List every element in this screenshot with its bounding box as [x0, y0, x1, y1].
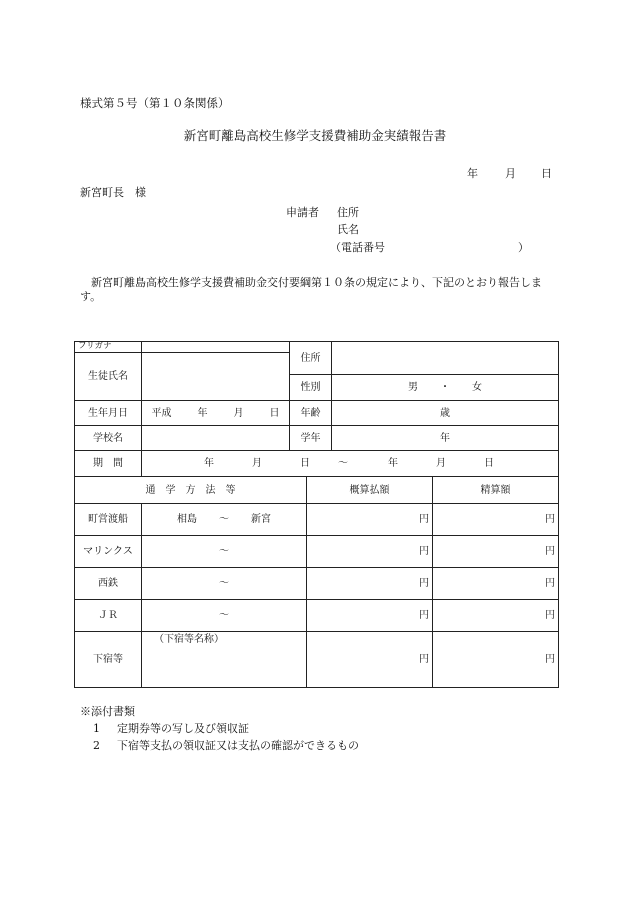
jr-tilde: ～	[219, 610, 229, 621]
row-label-nishitetsu: 西鉄	[75, 568, 142, 600]
ferry-from: 相島	[177, 514, 197, 525]
lodging-name-label: （下宿等名称）	[154, 634, 224, 645]
addressee: 新宮町長 様	[80, 186, 146, 199]
furigana-label: フリガナ	[75, 342, 142, 353]
period-end-day: 日	[484, 458, 494, 469]
estimate-field-marinx[interactable]	[307, 536, 433, 568]
lodging-name-field[interactable]	[142, 632, 307, 688]
birthdate-month: 月	[233, 407, 244, 419]
settle-field-ferry[interactable]	[433, 504, 559, 536]
student-name-field[interactable]	[142, 353, 290, 401]
student-name-label: 生徒氏名	[75, 353, 142, 401]
nishitetsu-tilde: ～	[219, 578, 229, 589]
yen-unit: 円	[419, 546, 429, 557]
address-label: 住所	[290, 342, 332, 375]
period-label: 期 間	[75, 451, 142, 477]
estimate-field-lodging[interactable]	[307, 632, 433, 688]
age-unit: 歳	[440, 407, 450, 419]
yen-unit: 円	[545, 546, 555, 557]
row-label-ferry: 町営渡船	[75, 504, 142, 536]
yen-unit: 円	[419, 654, 429, 665]
yen-unit: 円	[419, 610, 429, 621]
estimate-header: 概算払額	[307, 477, 433, 504]
settle-field-lodging[interactable]	[433, 632, 559, 688]
settle-header: 精算額	[433, 477, 559, 504]
attachment-2-text: 下宿等支払の領収証又は支払の確認ができるもの	[117, 739, 359, 752]
yen-unit: 円	[419, 578, 429, 589]
ferry-to: 新宮	[251, 514, 271, 525]
route-field-marinx[interactable]	[142, 536, 307, 568]
attachment-2-num: 2	[93, 739, 100, 752]
applicant-address-label: 住所	[337, 206, 359, 219]
yen-unit: 円	[545, 654, 555, 665]
birthdate-era: 平成	[151, 407, 172, 419]
period-end-month: 月	[436, 458, 446, 469]
attachment-1-num: 1	[93, 722, 100, 735]
period-tilde: ～	[338, 458, 348, 469]
date-month-label: 月	[505, 167, 516, 180]
gender-female: 女	[472, 382, 482, 393]
grade-unit: 年	[440, 432, 450, 444]
applicant-name-label: 氏名	[337, 223, 359, 236]
route-field-nishitetsu[interactable]	[142, 568, 307, 600]
settle-field-marinx[interactable]	[433, 536, 559, 568]
age-label: 年齢	[290, 401, 332, 426]
gender-field[interactable]	[332, 375, 559, 401]
estimate-field-jr[interactable]	[307, 600, 433, 632]
yen-unit: 円	[419, 514, 429, 525]
attachment-1-text: 定期券等の写し及び領収証	[117, 722, 249, 735]
age-field[interactable]	[332, 401, 559, 426]
gender-dot: ・	[440, 382, 450, 393]
period-end-year: 年	[388, 458, 398, 469]
estimate-field-nishitetsu[interactable]	[307, 568, 433, 600]
row-label-lodging: 下宿等	[75, 632, 142, 688]
birthdate-field[interactable]	[142, 401, 290, 426]
applicant-phone-open: （電話番号	[330, 241, 385, 254]
settle-field-nishitetsu[interactable]	[433, 568, 559, 600]
grade-label: 学年	[290, 426, 332, 451]
yen-unit: 円	[545, 514, 555, 525]
gender-label: 性別	[290, 375, 332, 401]
attachments-title: ※添付書類	[80, 705, 135, 718]
birthdate-year: 年	[197, 407, 208, 419]
period-start-day: 日	[300, 458, 310, 469]
route-field-ferry[interactable]	[142, 504, 307, 536]
report-table	[74, 341, 559, 688]
birthdate-day: 日	[269, 407, 280, 419]
row-label-jr: ＪＲ	[75, 600, 142, 632]
estimate-field-ferry[interactable]	[307, 504, 433, 536]
school-field[interactable]	[142, 426, 290, 451]
furigana-field[interactable]	[142, 342, 290, 353]
yen-unit: 円	[545, 578, 555, 589]
route-field-jr[interactable]	[142, 600, 307, 632]
document-title: 新宮町離島高校生修学支援費補助金実績報告書	[183, 128, 447, 143]
period-start-month: 月	[252, 458, 262, 469]
applicant-phone-close: ）	[518, 241, 529, 254]
body-text: 新宮町離島高校生修学支援費補助金交付要綱第１０条の規定により、下記のとおり報告します。	[80, 276, 542, 303]
address-field[interactable]	[332, 342, 559, 375]
date-day-label: 日	[541, 167, 552, 180]
yen-unit: 円	[545, 610, 555, 621]
ferry-tilde: ～	[219, 514, 229, 525]
birthdate-label: 生年月日	[75, 401, 142, 426]
date-year-label: 年	[467, 167, 478, 180]
commute-header: 通 学 方 法 等	[75, 477, 307, 504]
period-field[interactable]	[142, 451, 559, 477]
gender-male: 男	[408, 382, 418, 393]
settle-field-jr[interactable]	[433, 600, 559, 632]
applicant-role: 申請者	[286, 206, 319, 219]
grade-field[interactable]	[332, 426, 559, 451]
form-number: 様式第５号（第１０条関係）	[80, 96, 230, 110]
marinx-tilde: ～	[219, 546, 229, 557]
school-label: 学校名	[75, 426, 142, 451]
row-label-marinx: マリンクス	[75, 536, 142, 568]
period-start-year: 年	[204, 458, 214, 469]
